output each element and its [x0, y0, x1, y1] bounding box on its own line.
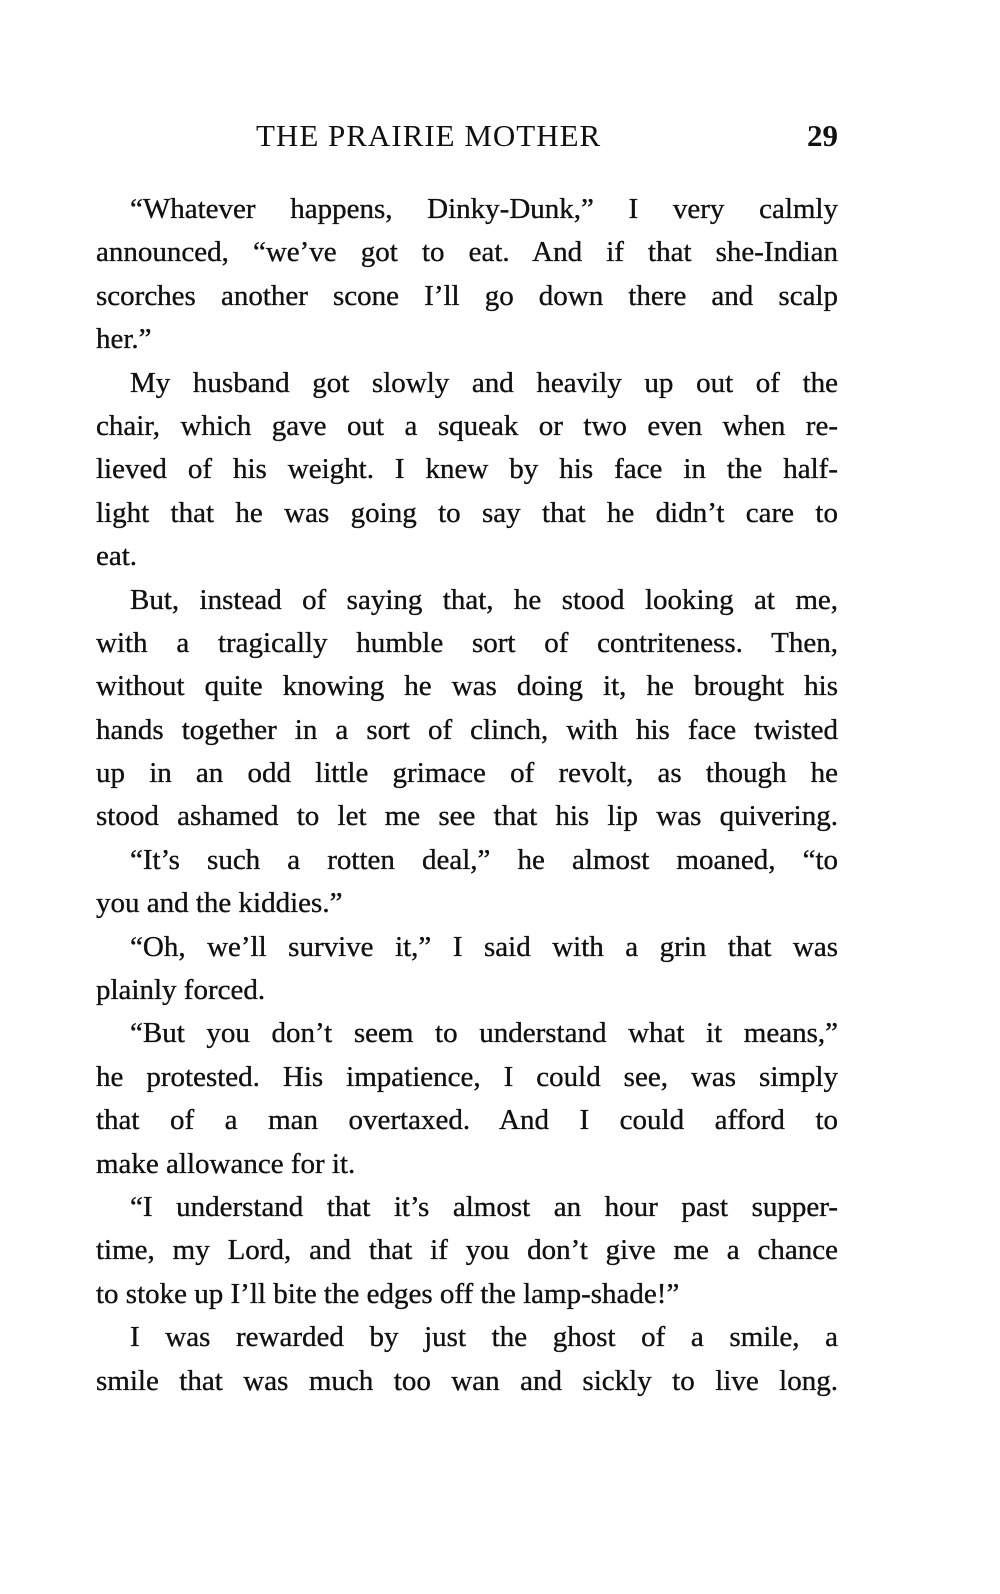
text-line: “But you don’t seem to understand what it means,” [130, 1017, 838, 1050]
running-title: THE PRAIRIE MOTHER [256, 118, 602, 153]
paragraph [96, 839, 838, 926]
text-line: to stoke up I’ll bite the edges off the lamp-shade!” [96, 1277, 680, 1310]
text-line: that of a man overtaxed. And I could afford to [96, 1104, 838, 1137]
paragraph [96, 579, 838, 839]
text-line: make allowance for it. [96, 1147, 356, 1180]
paragraph [96, 188, 838, 362]
text-line: you and the kiddies.” [96, 887, 343, 920]
text-line: “I understand that it’s almost an hour past supper- [130, 1190, 838, 1223]
text-line: chair, which gave out a squeak or two even when re- [96, 409, 838, 442]
text-line: stood ashamed to let me see that his lip was quivering. [96, 800, 838, 833]
page-number: 29 [807, 118, 838, 153]
text-line: eat. [96, 540, 138, 573]
text-line: hands together in a sort of clinch, with his face twisted [96, 713, 838, 746]
text-line: My husband got slowly and heavily up out of the [130, 366, 838, 399]
text-line: I was rewarded by just the ghost of a smile, a [130, 1321, 838, 1354]
text-line: scorches another scone I’ll go down there and scalp [96, 279, 838, 312]
text-line: light that he was going to say that he didn’t care to [96, 496, 838, 529]
text-line: with a tragically humble sort of contriteness. Then, [96, 626, 838, 659]
text-line: “Oh, we’ll survive it,” I said with a grin that was [130, 930, 838, 963]
text-line: time, my Lord, and that if you don’t give me a chance [96, 1234, 838, 1267]
text-line: announced, “we’ve got to eat. And if that she-Indian [96, 236, 838, 269]
text-line: But, instead of saying that, he stood looking at me, [130, 583, 838, 616]
text-line: “Whatever happens, Dinky-Dunk,” I very calmly [130, 193, 838, 225]
text-line: up in an odd little grimace of revolt, as though he [96, 757, 838, 790]
paragraph [96, 1186, 838, 1316]
paragraph [96, 926, 838, 1013]
text-line: smile that was much too wan and sickly to live long. [96, 1364, 838, 1397]
text-line: without quite knowing he was doing it, he brought his [96, 670, 838, 703]
paragraph [96, 362, 838, 579]
paragraph [96, 1316, 838, 1403]
text-line: he protested. His impatience, I could see, was simply [96, 1060, 838, 1093]
body-text [96, 188, 838, 1403]
text-line: her.” [96, 323, 152, 356]
paragraph [96, 1012, 838, 1186]
text-line: “It’s such a rotten deal,” he almost moaned, “to [130, 843, 838, 876]
text-line: plainly forced. [96, 974, 266, 1007]
text-line: lieved of his weight. I knew by his face in the half- [96, 453, 838, 486]
running-head [96, 112, 838, 160]
